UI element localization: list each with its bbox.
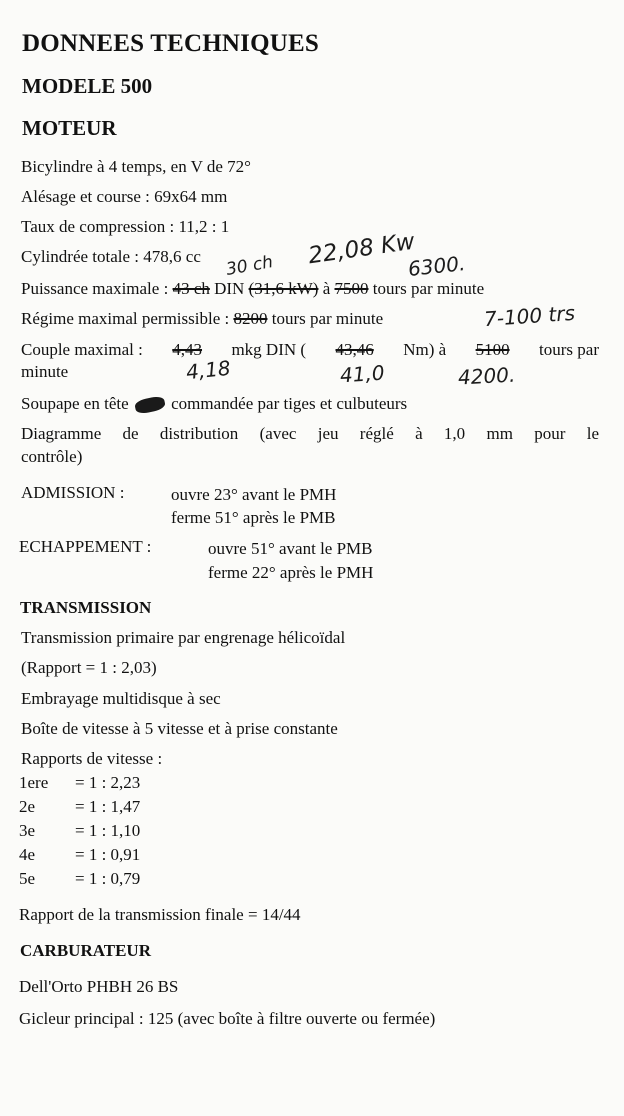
transmission-line: Boîte de vitesse à 5 vitesse et à prise constante [21,719,338,738]
transmission-line: (Rapport = 1 : 2,03) [21,658,157,677]
struck-value: 8200 [233,309,268,328]
text-segment: mkg DIN ( [231,340,307,359]
admission-value: ouvre 23° avant le PMH [171,485,337,504]
couple-line-cont: minute [21,362,69,381]
text-segment: DIN [209,279,249,298]
transmission-line: Embrayage multidisque à sec [21,689,221,708]
text-segment: à [318,279,335,298]
moteur-line: Bicylindre à 4 temps, en V de 72° [21,157,251,176]
transmission-heading: TRANSMISSION [20,598,152,617]
struck-value: 7500 [334,279,369,298]
moteur-line: Taux de compression : 11,2 : 1 [21,217,230,236]
diagramme-line: Diagramme de distribution (avec jeu réglé à 1,0 mm pour le [21,424,599,443]
moteur-heading: MOTEUR [22,116,117,140]
final-ratio-line: Rapport de la transmission finale = 14/44 [19,905,301,924]
transmission-line: Rapports de vitesse : [21,749,163,768]
struck-value: 5100 [475,340,510,359]
struck-value: (31,6 kW) [248,279,319,298]
handwritten-power: 30 ch [224,252,275,280]
document-title: DONNEES TECHNIQUES [22,30,319,57]
admission-label: ADMISSION : [21,483,125,502]
carburateur-line: Dell'Orto PHBH 26 BS [19,977,179,996]
handwritten-torque-mkg: 4,18 [184,355,232,385]
admission-value: ferme 51° après le PMB [171,508,336,527]
gear-ratio: = 1 : 1,10 [75,821,141,840]
gear-label: 3e [19,821,36,840]
text-segment: tours par minute [267,309,384,328]
transmission-line: Transmission primaire par engrenage hélicoïdal [21,628,346,647]
moteur-line: Alésage et course : 69x64 mm [21,187,228,206]
echappement-label: ECHAPPEMENT : [19,537,152,556]
text-segment: Couple maximal : [21,340,143,359]
handwritten-torque-nm: 41,0 [339,360,386,388]
text-segment: commandée par tiges et culbuteurs [166,394,408,413]
gear-ratio: = 1 : 2,23 [75,773,141,792]
gear-ratio: = 1 : 0,79 [75,869,141,888]
text-segment: Puissance maximale : [21,279,173,298]
echappement-value: ouvre 51° avant le PMB [208,539,373,558]
soupape-line [21,394,407,414]
handwritten-rpm-torque: 4200. [457,362,516,390]
struck-value: 43,46 [335,340,374,359]
moteur-line: Cylindrée totale : 478,6 cc [21,247,201,266]
text-segment: tours par minute [368,279,485,298]
carburateur-heading: CARBURATEUR [20,941,151,960]
struck-value: 4,43 [172,340,203,359]
text-segment: tours par [539,340,599,359]
gear-label: 5e [19,869,36,888]
struck-value: 43 ch [172,279,210,298]
text-segment: Soupape en tête [21,394,133,413]
diagramme-line-cont: contrôle) [21,447,83,466]
handwritten-kw: 22,08 Kw [306,228,417,270]
handwritten-rpm-max: 7-100 trs [483,300,576,332]
gear-ratio: = 1 : 0,91 [75,845,141,864]
text-segment: Nm) à [403,340,447,359]
carburateur-line: Gicleur principal : 125 (avec boîte à filtre ouverte ou fermée) [19,1009,436,1028]
gear-label: 2e [19,797,36,816]
model-heading: MODELE 500 [22,74,153,98]
couple-line [21,340,599,360]
regime-line [21,309,383,329]
gear-label: 4e [19,845,36,864]
handwritten-rpm-power: 6300. [406,251,467,281]
ink-blot [134,395,166,415]
gear-ratio: = 1 : 1,47 [75,797,141,816]
puissance-line [21,279,484,299]
echappement-value: ferme 22° après le PMH [208,563,374,582]
gear-label: 1ere [19,773,49,792]
text-segment: Régime maximal permissible : [21,309,234,328]
